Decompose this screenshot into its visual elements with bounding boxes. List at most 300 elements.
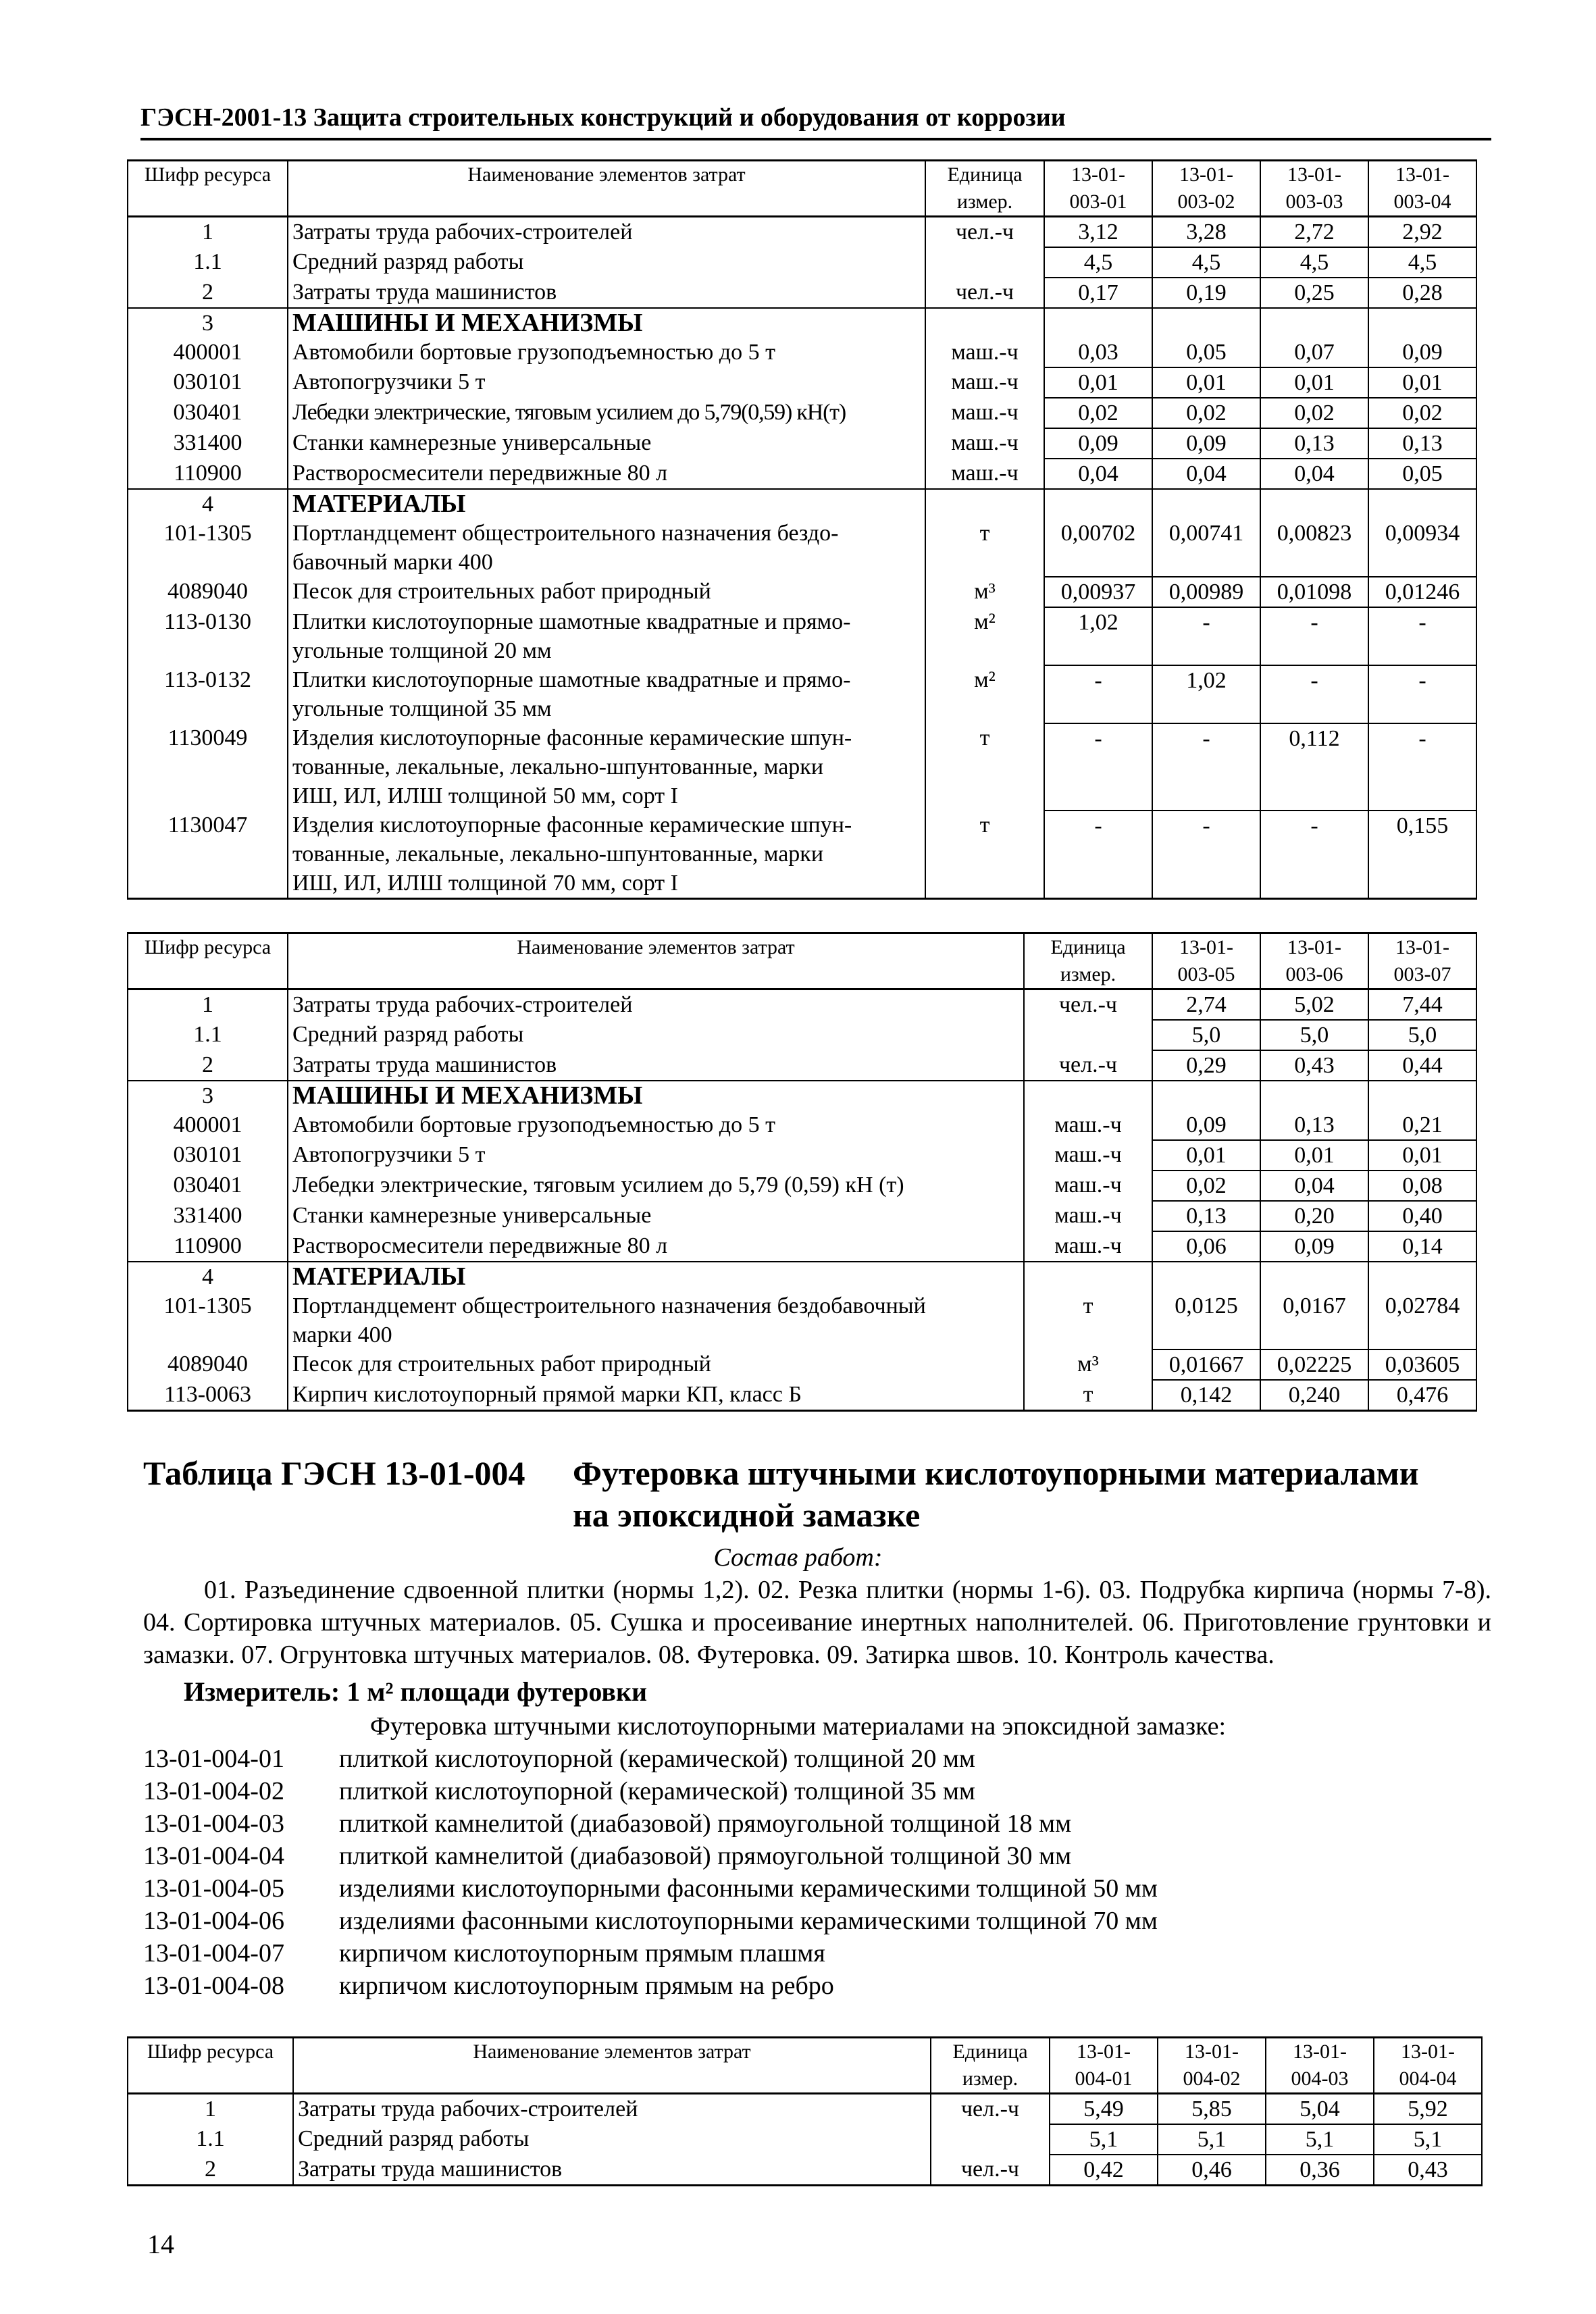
table-row: [128, 723, 1476, 811]
name-line: Затраты труда рабочих-строителей: [292, 220, 633, 245]
variant-item: [143, 1840, 1491, 1872]
header-unit-line2: измер.: [962, 2067, 1019, 2090]
value-cell: 0,02784: [1368, 1291, 1476, 1349]
table-row: [128, 665, 1476, 723]
name-line: Затраты труда машинистов: [292, 1052, 557, 1077]
value-cell: 0,01: [1260, 367, 1368, 398]
resource-code: 3: [128, 1081, 288, 1110]
value-cell: 5,1: [1266, 2124, 1374, 2155]
variant-description: кирпичом кислотоупорным прямым на ребро: [339, 1972, 834, 2000]
name-line: Средний разряд работы: [292, 249, 524, 274]
variant-item: [143, 1743, 1491, 1775]
norm-code-line2: 004-02: [1183, 2067, 1241, 2090]
value-cell: -: [1368, 607, 1476, 665]
table-row: [128, 2124, 1482, 2155]
value-cell: 0,00823: [1260, 519, 1368, 577]
resource-code: 2: [128, 2155, 293, 2186]
cost-element-name: [293, 2124, 931, 2155]
value-cell: [1152, 1081, 1260, 1110]
cost-element-name: [288, 1020, 1024, 1050]
value-cell: 0,05: [1152, 338, 1260, 367]
resource-code: 030101: [128, 367, 288, 398]
value-cell: 0,01: [1368, 1140, 1476, 1171]
value-cell: 0,476: [1368, 1380, 1476, 1411]
value-cell: [1044, 308, 1152, 338]
value-cell: -: [1044, 811, 1152, 899]
norm-code-line1: 13-01-: [1179, 936, 1233, 958]
cost-element-name: [293, 2155, 931, 2186]
value-cell: 0,40: [1368, 1201, 1476, 1231]
cost-element-name: [288, 607, 925, 665]
table-header-row: [128, 161, 1476, 217]
unit-cell: т: [925, 519, 1044, 577]
header-unit: [931, 2038, 1050, 2094]
unit-cell: т: [1024, 1291, 1152, 1349]
resource-code: 3: [128, 308, 288, 338]
unit-cell: [925, 489, 1044, 519]
value-cell: 0,09: [1152, 428, 1260, 459]
name-line: Станки камнерезные универсальные: [292, 1203, 652, 1228]
value-cell: 1,02: [1152, 665, 1260, 723]
page-number: 14: [147, 2229, 174, 2259]
unit-cell: [1024, 1262, 1152, 1291]
unit-cell: маш.-ч: [925, 338, 1044, 367]
value-cell: 4,5: [1152, 247, 1260, 278]
resource-code: 400001: [128, 338, 288, 367]
name-line: Автопогрузчики 5 т: [292, 1142, 486, 1167]
value-cell: -: [1152, 723, 1260, 811]
norms-table-13-01-003-part2: [127, 932, 1477, 1412]
cost-element-name: [288, 459, 925, 489]
value-cell: 2,92: [1368, 217, 1476, 248]
resource-code: 030101: [128, 1140, 288, 1171]
unit-cell: маш.-ч: [1024, 1171, 1152, 1201]
value-cell: 0,25: [1260, 278, 1368, 308]
name-line: Плитки кислотоупорные шамотные квадратные и прямо-: [292, 609, 851, 634]
name-line: тованные, лекальные, лекально-шпунтованные, марки: [292, 754, 824, 779]
value-cell: [1152, 308, 1260, 338]
cost-element-name: [293, 2094, 931, 2125]
header-name: Наименование элементов затрат: [293, 2038, 931, 2094]
value-cell: -: [1260, 811, 1368, 899]
unit-cell: т: [1024, 1380, 1152, 1411]
table-heading: Футеровка штучными кислотоупорными материалами на эпоксидной замазке: [573, 1454, 1419, 1534]
name-line: МАШИНЫ И МЕХАНИЗМЫ: [292, 309, 643, 337]
variant-code: 13-01-004-06: [143, 1907, 284, 1935]
norms-table-13-01-003-part1: [127, 159, 1477, 900]
header-norm-code: [1368, 161, 1476, 217]
value-cell: 0,0167: [1260, 1291, 1368, 1349]
norm-code-line1: 13-01-: [1395, 163, 1449, 186]
value-cell: 5,1: [1050, 2124, 1158, 2155]
variant-description: плиткой камнелитой (диабазовой) прямоугольной толщиной 30 мм: [339, 1842, 1072, 1870]
norm-code-line2: 003-01: [1069, 190, 1127, 213]
resource-code: 030401: [128, 398, 288, 428]
resource-code: 030401: [128, 1171, 288, 1201]
table-row: [128, 2094, 1482, 2125]
variant-item: [143, 1775, 1491, 1807]
norm-code-line1: 13-01-: [1185, 2040, 1239, 2063]
unit-cell: маш.-ч: [1024, 1140, 1152, 1171]
table-row: [128, 811, 1476, 899]
value-cell: 0,01: [1044, 367, 1152, 398]
value-cell: 5,49: [1050, 2094, 1158, 2125]
header-unit-line2: измер.: [956, 190, 1013, 213]
resource-code: 113-0132: [128, 665, 288, 723]
table-row: [128, 1020, 1476, 1050]
variant-code: 13-01-004-08: [143, 1972, 284, 2000]
resource-code: 331400: [128, 428, 288, 459]
table-row: [128, 1140, 1476, 1171]
name-line: Лебедки электрические, тяговым усилием до 5,79(0,59) кН(т): [292, 400, 846, 425]
table-row: [128, 607, 1476, 665]
variant-item: [143, 1872, 1491, 1905]
unit-cell: м²: [925, 607, 1044, 665]
header-unit-line1: Единица: [952, 2040, 1028, 2063]
value-cell: [1368, 1081, 1476, 1110]
unit-cell: маш.-ч: [925, 367, 1044, 398]
value-cell: [1260, 308, 1368, 338]
norm-code-line2: 004-03: [1291, 2067, 1349, 2090]
unit-cell: маш.-ч: [925, 398, 1044, 428]
resource-code: 1: [128, 989, 288, 1021]
resource-code: 4089040: [128, 577, 288, 607]
value-cell: 0,13: [1260, 428, 1368, 459]
value-cell: 2,72: [1260, 217, 1368, 248]
value-cell: 0,04: [1260, 1171, 1368, 1201]
cost-element-name: [288, 1262, 1024, 1291]
value-cell: -: [1260, 665, 1368, 723]
value-cell: 0,09: [1368, 338, 1476, 367]
value-cell: 5,02: [1260, 989, 1368, 1021]
name-line: Песок для строительных работ природный: [292, 1352, 711, 1377]
header-norm-code: [1158, 2038, 1266, 2094]
resource-code: 331400: [128, 1201, 288, 1231]
value-cell: 0,29: [1152, 1050, 1260, 1081]
norm-code-line2: 003-04: [1393, 190, 1451, 213]
unit-cell: чел.-ч: [925, 278, 1044, 308]
variant-description: кирпичом кислотоупорным прямым плашмя: [339, 1939, 825, 1968]
value-cell: 2,74: [1152, 989, 1260, 1021]
table-row: [128, 1201, 1476, 1231]
table-row: [128, 459, 1476, 489]
table-row: [128, 367, 1476, 398]
value-cell: 0,02: [1368, 398, 1476, 428]
cost-element-name: [288, 519, 925, 577]
value-cell: 5,1: [1374, 2124, 1482, 2155]
name-line: ИШ, ИЛ, ИЛШ толщиной 50 мм, сорт I: [292, 783, 678, 808]
unit-cell: [931, 2124, 1050, 2155]
name-line: Портландцемент общестроительного назначения бездобавочный: [292, 1293, 926, 1318]
value-cell: 0,04: [1260, 459, 1368, 489]
value-cell: 0,01246: [1368, 577, 1476, 607]
value-cell: [1368, 1262, 1476, 1291]
table-row: [128, 1291, 1476, 1349]
value-cell: 3,28: [1152, 217, 1260, 248]
variant-item: [143, 1937, 1491, 1970]
table-row: [128, 577, 1476, 607]
value-cell: 0,00934: [1368, 519, 1476, 577]
name-line: Изделия кислотоупорные фасонные керамические шпун-: [292, 813, 852, 838]
value-cell: [1152, 489, 1260, 519]
value-cell: 5,0: [1260, 1020, 1368, 1050]
value-cell: -: [1368, 723, 1476, 811]
name-line: Автомобили бортовые грузоподъемностью до 5 т: [292, 1112, 775, 1137]
cost-element-name: [288, 278, 925, 308]
variant-description: изделиями фасонными кислотоупорными керамическими толщиной 70 мм: [339, 1907, 1158, 1935]
table-row: [128, 308, 1476, 338]
name-line: Средний разряд работы: [298, 2126, 530, 2151]
resource-code: 101-1305: [128, 1291, 288, 1349]
variant-code: 13-01-004-02: [143, 1777, 284, 1805]
norm-code-line2: 003-07: [1393, 963, 1451, 985]
variant-description: плиткой камнелитой (диабазовой) прямоугольной толщиной 18 мм: [339, 1809, 1072, 1838]
value-cell: 0,01667: [1152, 1349, 1260, 1380]
table-row: [128, 1349, 1476, 1380]
cost-element-name: [288, 247, 925, 278]
unit-cell: чел.-ч: [931, 2155, 1050, 2186]
table-row: [128, 247, 1476, 278]
value-cell: 0,03605: [1368, 1349, 1476, 1380]
header-name: Наименование элементов затрат: [288, 933, 1024, 989]
unit-cell: [1024, 1081, 1152, 1110]
norm-code-line1: 13-01-: [1395, 936, 1449, 958]
value-cell: 0,36: [1266, 2155, 1374, 2186]
value-cell: 0,43: [1374, 2155, 1482, 2186]
cost-element-name: [288, 489, 925, 519]
value-cell: 0,42: [1050, 2155, 1158, 2186]
value-cell: 7,44: [1368, 989, 1476, 1021]
value-cell: 4,5: [1260, 247, 1368, 278]
header-unit-line1: Единица: [947, 163, 1023, 186]
value-cell: 5,1: [1158, 2124, 1266, 2155]
value-cell: 0,02: [1260, 398, 1368, 428]
name-line: Затраты труда машинистов: [298, 2157, 563, 2182]
header-code: Шифр ресурса: [128, 2038, 293, 2094]
resource-code: 113-0063: [128, 1380, 288, 1411]
value-cell: -: [1152, 811, 1260, 899]
name-line: Средний разряд работы: [292, 1022, 524, 1047]
value-cell: 1,02: [1044, 607, 1152, 665]
name-line: МАШИНЫ И МЕХАНИЗМЫ: [292, 1081, 643, 1110]
value-cell: 0,07: [1260, 338, 1368, 367]
norm-code-line2: 003-03: [1285, 190, 1343, 213]
value-cell: 0,02225: [1260, 1349, 1368, 1380]
header-rule: [140, 138, 1491, 140]
norm-code-line2: 004-01: [1075, 2067, 1133, 2090]
value-cell: 0,13: [1260, 1110, 1368, 1140]
header-unit-line1: Единица: [1050, 936, 1126, 958]
value-cell: 0,20: [1260, 1201, 1368, 1231]
value-cell: 0,04: [1044, 459, 1152, 489]
header-code: Шифр ресурса: [128, 933, 288, 989]
unit-cell: маш.-ч: [925, 459, 1044, 489]
cost-element-name: [288, 665, 925, 723]
norm-code-line1: 13-01-: [1293, 2040, 1347, 2063]
value-cell: 0,155: [1368, 811, 1476, 899]
value-cell: -: [1152, 607, 1260, 665]
table-row: [128, 1262, 1476, 1291]
name-line: Автопогрузчики 5 т: [292, 369, 486, 394]
cost-element-name: [288, 217, 925, 248]
name-line: Песок для строительных работ природный: [292, 579, 711, 604]
value-cell: 0,240: [1260, 1380, 1368, 1411]
value-cell: 0,00741: [1152, 519, 1260, 577]
value-cell: -: [1260, 607, 1368, 665]
header-unit: [1024, 933, 1152, 989]
value-cell: [1260, 1262, 1368, 1291]
value-cell: 0,13: [1368, 428, 1476, 459]
variant-code: 13-01-004-03: [143, 1809, 284, 1838]
unit-cell: м²: [925, 665, 1044, 723]
value-cell: 0,21: [1368, 1110, 1476, 1140]
norm-code-line1: 13-01-: [1287, 936, 1341, 958]
name-line: марки 400: [292, 1322, 392, 1347]
header-norm-code: [1044, 161, 1152, 217]
unit-cell: маш.-ч: [1024, 1201, 1152, 1231]
unit-cell: [925, 247, 1044, 278]
work-composition-label: Состав работ:: [713, 1543, 883, 1572]
value-cell: 0,01: [1152, 367, 1260, 398]
table-row: [128, 217, 1476, 248]
value-cell: 0,142: [1152, 1380, 1260, 1411]
unit-cell: маш.-ч: [1024, 1110, 1152, 1140]
table-row: [128, 398, 1476, 428]
value-cell: 0,0125: [1152, 1291, 1260, 1349]
variants-intro: Футеровка штучными кислотоупорными материалами на эпоксидной замазке:: [369, 1712, 1227, 1741]
name-line: угольные толщиной 20 мм: [292, 638, 552, 663]
value-cell: 0,02: [1152, 1171, 1260, 1201]
variant-item: [143, 1970, 1491, 2002]
norm-code-line2: 003-06: [1285, 963, 1343, 985]
value-cell: [1368, 308, 1476, 338]
value-cell: 0,01: [1368, 367, 1476, 398]
cost-element-name: [288, 989, 1024, 1021]
value-cell: 0,112: [1260, 723, 1368, 811]
name-line: Портландцемент общестроительного назначения бездо-: [292, 521, 839, 546]
cost-element-name: [288, 1050, 1024, 1081]
value-cell: [1260, 1081, 1368, 1110]
value-cell: 0,28: [1368, 278, 1476, 308]
norm-code-line1: 13-01-: [1179, 163, 1233, 186]
value-cell: 0,09: [1044, 428, 1152, 459]
table-row: [128, 1380, 1476, 1411]
value-cell: 0,02: [1152, 398, 1260, 428]
work-composition-text: 01. Разъединение сдвоенной плитки (нормы 1,2). 02. Резка плитки (нормы 1-6). 03. Подрубка кирпича (нормы 7-8). 04. Сортировка штучных материалов. 05. Сушка и просеивание инертных наполнителей. 06. Приготовление грунтовки и замазки. 07. Огрунтовка штучных материалов. 08. Футеровка. 09. Затирка швов. 10. Контроль качества.: [143, 1576, 1491, 1669]
value-cell: 3,12: [1044, 217, 1152, 248]
cost-element-name: [288, 398, 925, 428]
name-line: угольные толщиной 35 мм: [292, 696, 552, 721]
name-line: бавочный марки 400: [292, 550, 493, 575]
cost-element-name: [288, 428, 925, 459]
value-cell: 0,09: [1152, 1110, 1260, 1140]
unit-cell: т: [925, 811, 1044, 899]
cost-element-name: [288, 308, 925, 338]
unit-cell: чел.-ч: [1024, 989, 1152, 1021]
header-norm-code: [1050, 2038, 1158, 2094]
value-cell: 0,03: [1044, 338, 1152, 367]
value-cell: 0,05: [1368, 459, 1476, 489]
variant-item: [143, 1807, 1491, 1840]
table-row: [128, 278, 1476, 308]
unit-cell: [1024, 1020, 1152, 1050]
table-title: Таблица ГЭСН 13-01-004: [143, 1454, 525, 1492]
cost-element-name: [288, 1140, 1024, 1171]
name-line: Изделия кислотоупорные фасонные керамические шпун-: [292, 725, 852, 750]
resource-code: 101-1305: [128, 519, 288, 577]
header-code: Шифр ресурса: [128, 161, 288, 217]
variant-code: 13-01-004-07: [143, 1939, 284, 1968]
table-row: [128, 1110, 1476, 1140]
name-line: Лебедки электрические, тяговым усилием до 5,79 (0,59) кН (т): [292, 1173, 904, 1198]
variant-item: [143, 1905, 1491, 1937]
resource-code: 4: [128, 489, 288, 519]
value-cell: 0,17: [1044, 278, 1152, 308]
resource-code: 2: [128, 1050, 288, 1081]
value-cell: 0,06: [1152, 1231, 1260, 1262]
norm-code-line1: 13-01-: [1071, 163, 1125, 186]
resource-code: 110900: [128, 459, 288, 489]
unit-cell: [925, 308, 1044, 338]
resource-code: 110900: [128, 1231, 288, 1262]
unit-cell: м³: [925, 577, 1044, 607]
norm-code-line1: 13-01-: [1287, 163, 1341, 186]
name-line: Растворосмесители передвижные 80 л: [292, 1233, 668, 1258]
cost-element-name: [288, 811, 925, 899]
table-header-row: [128, 933, 1476, 989]
header-norm-code: [1266, 2038, 1374, 2094]
resource-code: 4089040: [128, 1349, 288, 1380]
value-cell: 0,14: [1368, 1231, 1476, 1262]
value-cell: 5,0: [1152, 1020, 1260, 1050]
value-cell: 0,19: [1152, 278, 1260, 308]
table-row: [128, 338, 1476, 367]
value-cell: 0,44: [1368, 1050, 1476, 1081]
resource-code: 1.1: [128, 2124, 293, 2155]
cost-element-name: [288, 1291, 1024, 1349]
name-line: тованные, лекальные, лекально-шпунтованные, марки: [292, 842, 824, 867]
cost-element-name: [288, 723, 925, 811]
table-row: [128, 1231, 1476, 1262]
value-cell: 0,01: [1260, 1140, 1368, 1171]
name-line: Затраты труда рабочих-строителей: [298, 2097, 638, 2122]
unit-cell: м³: [1024, 1349, 1152, 1380]
norm-code-line2: 003-05: [1177, 963, 1235, 985]
name-line: МАТЕРИАЛЫ: [292, 490, 466, 518]
resource-code: 400001: [128, 1110, 288, 1140]
name-line: Кирпич кислотоупорный прямой марки КП, класс Б: [292, 1382, 802, 1407]
value-cell: 0,00702: [1044, 519, 1152, 577]
name-line: Растворосмесители передвижные 80 л: [292, 461, 668, 486]
resource-code: 1130047: [128, 811, 288, 899]
unit-cell: маш.-ч: [1024, 1231, 1152, 1262]
variant-description: плиткой кислотоупорной (керамической) толщиной 35 мм: [339, 1777, 975, 1805]
table-row: [128, 519, 1476, 577]
variants-list: [143, 1743, 1491, 2002]
header-norm-code: [1152, 161, 1260, 217]
resource-code: 1: [128, 2094, 293, 2125]
value-cell: 5,85: [1158, 2094, 1266, 2125]
cost-element-name: [288, 1201, 1024, 1231]
value-cell: 0,01: [1152, 1140, 1260, 1171]
name-line: Затраты труда машинистов: [292, 280, 557, 305]
norms-table-13-01-004: [127, 2036, 1483, 2186]
unit-cell: чел.-ч: [925, 217, 1044, 248]
value-cell: -: [1044, 723, 1152, 811]
table-row: [128, 489, 1476, 519]
cost-element-name: [288, 577, 925, 607]
norm-code-line2: 004-04: [1399, 2067, 1457, 2090]
